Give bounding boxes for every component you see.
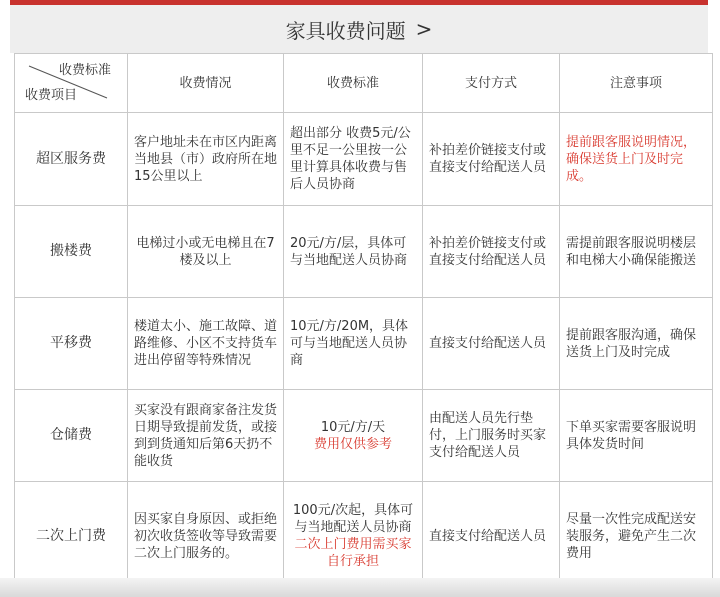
cell-situation: 电梯过小或无电梯且在7楼及以上 <box>128 206 284 298</box>
cell-standard <box>284 113 423 206</box>
row-item-label: 超区服务费 <box>15 113 128 206</box>
table-row <box>15 113 713 206</box>
standard-text: 超出部分 收费5元/公里不足一公里按一公里计算具体收费与售后人员协商 <box>290 126 411 192</box>
cell-situation: 客户地址未在市区内距离当地县（市）政府所在地15公里以上 <box>128 113 284 206</box>
row-item-label: 平移费 <box>15 298 128 390</box>
cell-notes: 尽量一次性完成配送安装服务，避免产生二次费用 <box>560 482 713 591</box>
standard-note: 费用仅供参考 <box>313 436 392 452</box>
table-row <box>15 482 713 591</box>
page-title <box>10 5 708 53</box>
column-header: 注意事项 <box>560 54 713 113</box>
standard-note: 二次上门费用需买家自行承担 <box>294 537 412 569</box>
title-text: 家具收费问题 <box>285 18 406 43</box>
cell-situation: 因买家自身原因、或拒绝初次收货签收等导致需要二次上门服务的。 <box>128 482 284 591</box>
table-header-row <box>15 54 713 113</box>
cell-standard <box>284 390 423 482</box>
row-item-label: 二次上门费 <box>15 482 128 591</box>
row-item-label: 仓储费 <box>15 390 128 482</box>
cell-payment: 补拍差价链接支付或直接支付给配送人员 <box>423 206 560 298</box>
cell-notes: 下单买家需要客服说明具体发货时间 <box>560 390 713 482</box>
cell-notes: 提前跟客服沟通，确保送货上门及时完成 <box>560 298 713 390</box>
corner-label-item: 收费项目 <box>25 88 78 103</box>
cell-payment: 直接支付给配送人员 <box>423 298 560 390</box>
column-header: 支付方式 <box>423 54 560 113</box>
cell-notes: 提前跟客服说明情况，确保送货上门及时完成。 <box>560 113 713 206</box>
cell-notes: 需提前跟客服说明楼层和电梯大小确保能搬送 <box>560 206 713 298</box>
standard-text: 10元/方/天 <box>320 419 386 435</box>
row-item-label: 搬楼费 <box>15 206 128 298</box>
fee-table <box>14 53 713 591</box>
cell-standard <box>284 206 423 298</box>
standard-text: 10元/方/20M，具体可与当地配送人员协商 <box>290 319 409 368</box>
standard-text: 100元/次起，具体可与当地配送人员协商 <box>292 503 414 535</box>
cell-payment: 由配送人员先行垫付，上门服务时买家支付给配送人员 <box>423 390 560 482</box>
corner-label-standard: 收费标准 <box>58 63 111 78</box>
chevron-right-icon: > <box>415 17 433 41</box>
standard-text: 20元/方/层，具体可与当地配送人员协商 <box>290 235 408 268</box>
table-row <box>15 298 713 390</box>
table-row <box>15 390 713 482</box>
cell-payment: 直接支付给配送人员 <box>423 482 560 591</box>
cell-situation: 买家没有跟商家备注发货日期导致提前发货，或接到到货通知后第6天扔不能收货 <box>128 390 284 482</box>
cell-standard <box>284 298 423 390</box>
column-header: 收费情况 <box>128 54 284 113</box>
cell-standard <box>284 482 423 591</box>
cell-payment: 补拍差价链接支付或直接支付给配送人员 <box>423 113 560 206</box>
bottom-gradient-strip <box>0 578 720 597</box>
cell-situation: 楼道太小、施工故障、道路维修、小区不支持货车进出停留等特殊情况 <box>128 298 284 390</box>
table-row <box>15 206 713 298</box>
column-header: 收费标准 <box>284 54 423 113</box>
header-corner-cell <box>15 54 128 113</box>
